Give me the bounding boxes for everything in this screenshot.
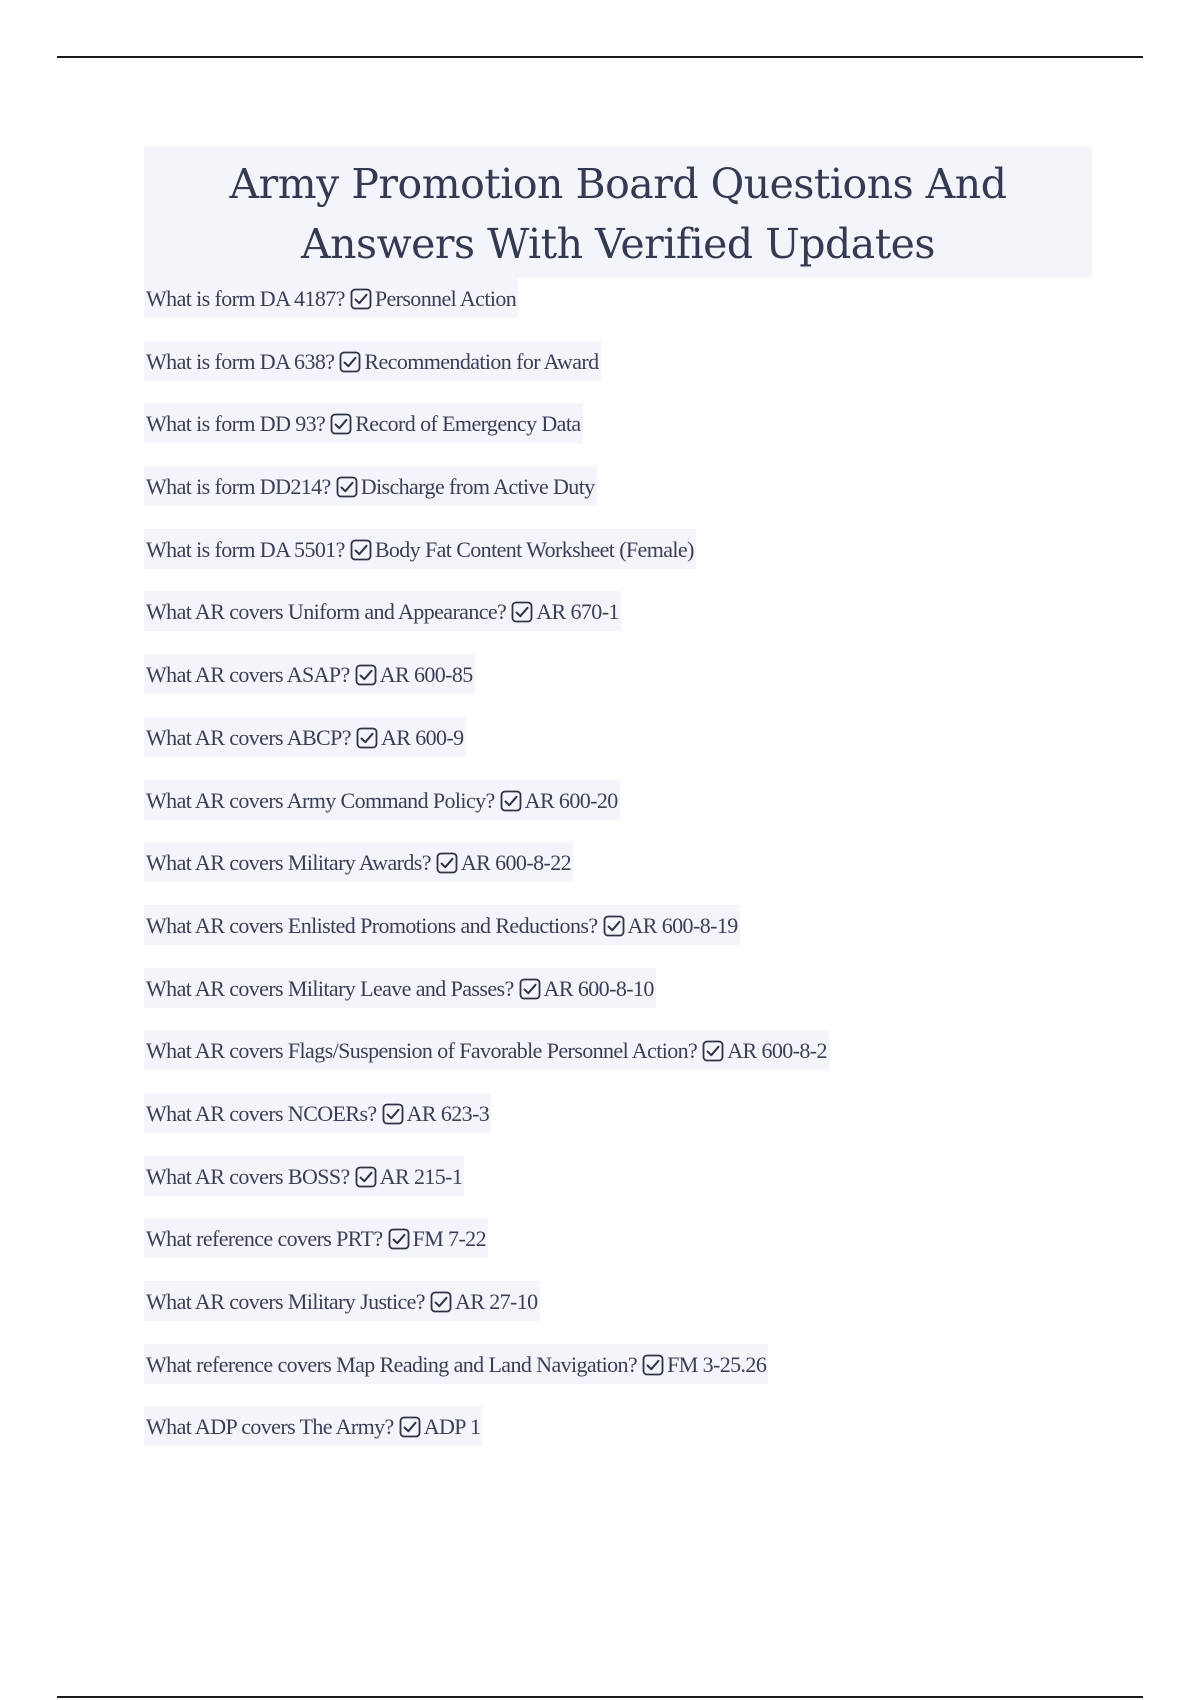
checkbox-checked-icon bbox=[350, 288, 372, 310]
qa-line bbox=[144, 968, 656, 1008]
qa-question: What AR covers Army Command Policy? bbox=[146, 787, 495, 813]
bottom-rule bbox=[57, 1696, 1143, 1698]
qa-answer: ADP 1 bbox=[423, 1414, 481, 1440]
top-rule bbox=[57, 56, 1143, 58]
qa-question: What AR covers Military Leave and Passes? bbox=[146, 975, 514, 1001]
qa-answer: AR 670-1 bbox=[536, 599, 619, 625]
qa-answer: Body Fat Content Worksheet (Female) bbox=[374, 536, 694, 562]
checkbox-checked-icon bbox=[388, 1228, 410, 1250]
qa-item bbox=[144, 591, 1092, 654]
qa-item bbox=[144, 529, 1092, 592]
qa-question: What reference covers PRT? bbox=[146, 1226, 383, 1252]
qa-line bbox=[144, 1218, 488, 1258]
checkbox-checked-icon bbox=[399, 1416, 421, 1438]
checkbox-checked-icon bbox=[519, 978, 541, 1000]
qa-line bbox=[144, 905, 740, 945]
qa-item bbox=[144, 842, 1092, 905]
qa-answer: AR 600-85 bbox=[379, 662, 473, 688]
qa-answer: Discharge from Active Duty bbox=[360, 474, 595, 500]
qa-answer: Record of Emergency Data bbox=[355, 411, 581, 437]
checkbox-checked-icon bbox=[382, 1103, 404, 1125]
qa-answer: AR 600-20 bbox=[524, 787, 618, 813]
qa-line bbox=[144, 529, 696, 569]
qa-item bbox=[144, 1344, 1092, 1407]
qa-question: What AR covers ASAP? bbox=[146, 662, 350, 688]
qa-line bbox=[144, 466, 597, 506]
qa-line bbox=[144, 654, 475, 694]
qa-question: What AR covers NCOERs? bbox=[146, 1100, 377, 1126]
qa-item bbox=[144, 654, 1092, 717]
qa-item bbox=[144, 1281, 1092, 1344]
checkbox-checked-icon bbox=[336, 476, 358, 498]
qa-answer: AR 623-3 bbox=[406, 1100, 490, 1126]
qa-line bbox=[144, 1281, 540, 1321]
checkbox-checked-icon bbox=[642, 1354, 664, 1376]
checkbox-checked-icon bbox=[511, 601, 533, 623]
qa-question: What AR covers Enlisted Promotions and Reductions? bbox=[146, 912, 598, 938]
qa-line bbox=[144, 591, 621, 631]
qa-item bbox=[144, 1093, 1092, 1156]
qa-answer: AR 600-8-10 bbox=[543, 975, 654, 1001]
checkbox-checked-icon bbox=[355, 664, 377, 686]
qa-question: What is form DA 5501? bbox=[146, 536, 345, 562]
qa-line bbox=[144, 341, 601, 381]
qa-question: What is form DD214? bbox=[146, 474, 331, 500]
qa-item bbox=[144, 278, 1092, 341]
qa-question: What AR covers Flags/Suspension of Favorable Personnel Action? bbox=[146, 1038, 698, 1064]
qa-question: What is form DA 638? bbox=[146, 348, 335, 374]
qa-answer: FM 7-22 bbox=[412, 1226, 486, 1252]
checkbox-checked-icon bbox=[339, 351, 361, 373]
qa-item bbox=[144, 968, 1092, 1031]
qa-question: What AR covers Uniform and Appearance? bbox=[146, 599, 507, 625]
checkbox-checked-icon bbox=[330, 413, 352, 435]
qa-question: What AR covers BOSS? bbox=[146, 1163, 350, 1189]
qa-question: What is form DA 4187? bbox=[146, 286, 345, 311]
checkbox-checked-icon bbox=[355, 1166, 377, 1188]
checkbox-checked-icon bbox=[350, 539, 372, 561]
qa-answer: AR 600-8-2 bbox=[727, 1038, 827, 1064]
document-body bbox=[144, 146, 1092, 1469]
qa-question: What reference covers Map Reading and Land Navigation? bbox=[146, 1351, 638, 1377]
qa-item bbox=[144, 1030, 1092, 1093]
qa-answer: AR 600-9 bbox=[380, 724, 464, 750]
qa-question: What AR covers Military Justice? bbox=[146, 1289, 425, 1314]
qa-question: What AR covers ABCP? bbox=[146, 724, 351, 750]
qa-line bbox=[144, 1406, 482, 1446]
qa-question: What ADP covers The Army? bbox=[146, 1414, 394, 1440]
qa-question: What AR covers Military Awards? bbox=[146, 850, 431, 876]
qa-item bbox=[144, 905, 1092, 968]
qa-item bbox=[144, 1156, 1092, 1219]
qa-item bbox=[144, 780, 1092, 843]
checkbox-checked-icon bbox=[356, 727, 378, 749]
qa-answer: AR 27-10 bbox=[454, 1289, 538, 1314]
qa-item bbox=[144, 341, 1092, 404]
checkbox-checked-icon bbox=[436, 852, 458, 874]
qa-list bbox=[144, 278, 1092, 1469]
qa-answer: Personnel Action bbox=[374, 286, 517, 311]
page-title: Army Promotion Board Questions And Answers With Verified Updates bbox=[229, 160, 1007, 268]
qa-line bbox=[144, 1030, 829, 1070]
qa-line bbox=[144, 1344, 768, 1384]
checkbox-checked-icon bbox=[430, 1291, 452, 1313]
qa-answer: AR 600-8-19 bbox=[627, 912, 738, 938]
qa-line bbox=[144, 403, 583, 443]
checkbox-checked-icon bbox=[500, 790, 522, 812]
qa-question: What is form DD 93? bbox=[146, 411, 326, 437]
qa-line bbox=[144, 278, 518, 318]
qa-item bbox=[144, 1218, 1092, 1281]
qa-answer: AR 215-1 bbox=[379, 1163, 463, 1189]
qa-item bbox=[144, 1406, 1092, 1469]
qa-line bbox=[144, 842, 573, 882]
qa-line bbox=[144, 1156, 464, 1196]
qa-item bbox=[144, 403, 1092, 466]
qa-item bbox=[144, 466, 1092, 529]
qa-line bbox=[144, 1093, 491, 1133]
checkbox-checked-icon bbox=[603, 915, 625, 937]
title-block bbox=[144, 146, 1092, 278]
qa-line bbox=[144, 780, 620, 820]
qa-line bbox=[144, 717, 466, 757]
qa-answer: FM 3-25.26 bbox=[667, 1351, 767, 1377]
qa-item bbox=[144, 717, 1092, 780]
qa-answer: Recommendation for Award bbox=[364, 348, 599, 374]
checkbox-checked-icon bbox=[702, 1040, 724, 1062]
qa-answer: AR 600-8-22 bbox=[460, 850, 571, 876]
